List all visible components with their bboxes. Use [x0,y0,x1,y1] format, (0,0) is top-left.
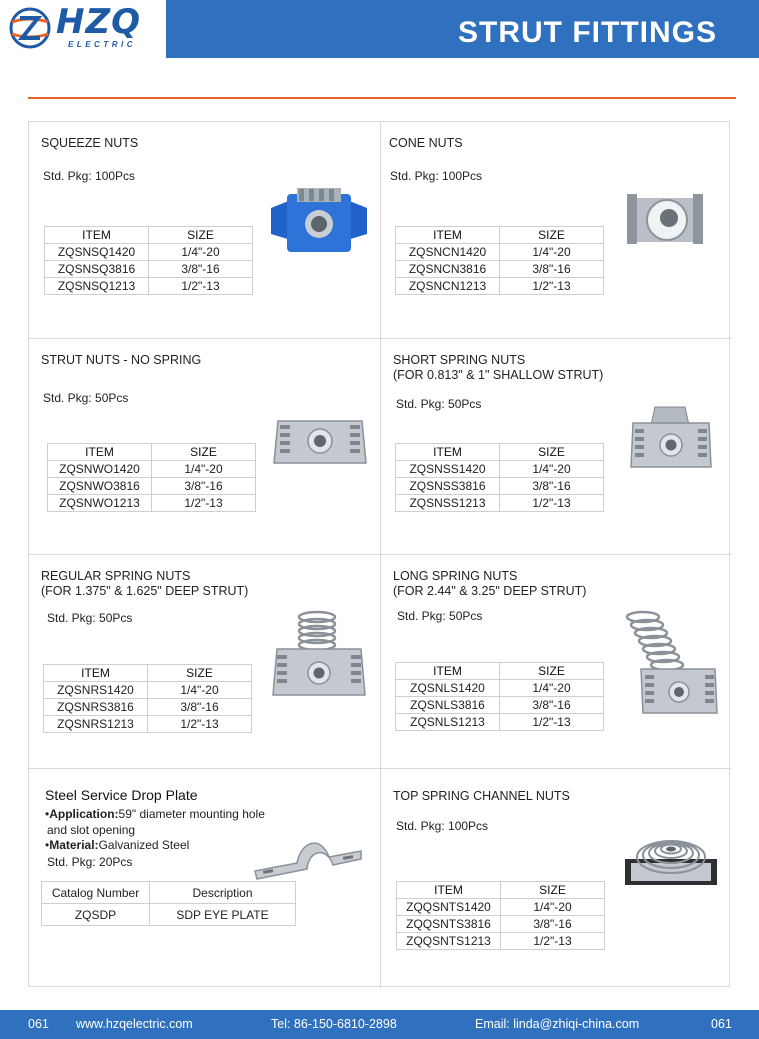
description: SDP EYE PLATE [150,904,296,926]
item-size: 1/4"-20 [148,682,252,699]
col-item: ITEM [396,444,500,461]
table-row [396,261,604,278]
table-row [396,461,604,478]
item-size: 1/2"-13 [500,714,604,731]
material-label: Material: [49,838,99,852]
table-row [396,478,604,495]
item-size: 3/8"-16 [152,478,256,495]
item-code: ZQQSNTS1420 [397,899,501,916]
item-code: ZQSNRS3816 [44,699,148,716]
product-steel-service-drop-plate [29,768,380,988]
table-row [45,244,253,261]
table-row [48,495,256,512]
item-code: ZQSNWO1420 [48,461,152,478]
col-size: SIZE [149,227,253,244]
spec-table [44,226,253,295]
company-logo [0,0,166,58]
std-pkg: Std. Pkg: 50Pcs [47,611,133,625]
item-size: 1/2"-13 [152,495,256,512]
page-number-right: 061 [711,1017,732,1031]
item-size: 3/8"-16 [500,261,604,278]
std-pkg: Std. Pkg: 20Pcs [47,855,133,869]
item-size: 1/2"-13 [149,278,253,295]
col-size: SIZE [500,663,604,680]
item-code: ZQSNSS1213 [396,495,500,512]
item-code: ZQQSNTS1213 [397,933,501,950]
std-pkg: Std. Pkg: 100Pcs [396,819,489,833]
item-code: ZQQSNTS3816 [397,916,501,933]
table-row [44,716,252,733]
product-long-spring-nuts [380,554,731,768]
spec-table [395,443,604,512]
application-line-2: and slot opening [47,823,136,837]
product-title: SQUEEZE NUTS [41,136,139,150]
page-number-left: 061 [28,1017,49,1031]
item-code: ZQSNLS3816 [396,697,500,714]
item-size: 1/4"-20 [501,899,605,916]
std-pkg: Std. Pkg: 100Pcs [43,169,136,183]
item-code: ZQSNCN1420 [396,244,500,261]
application-label: Application: [49,807,119,821]
item-code: ZQSNWO1213 [48,495,152,512]
col-size: SIZE [148,665,252,682]
table-row [44,682,252,699]
product-title: REGULAR SPRING NUTS (FOR 1.375" & 1.625" DEEP STRUT) [41,569,249,598]
std-pkg: Std. Pkg: 100Pcs [390,169,483,183]
drop-plate-image [253,831,363,887]
top-spring-nut-image [621,823,721,895]
table-row [48,478,256,495]
long-spring-nut-image [621,607,721,717]
col-size: SIZE [152,444,256,461]
col-catalog-number: Catalog Number [42,882,150,904]
product-title: TOP SPRING CHANNEL NUTS [393,789,570,803]
table-row [396,495,604,512]
col-item: ITEM [44,665,148,682]
product-title: Steel Service Drop Plate [45,787,198,803]
item-code: ZQSNSQ1213 [45,278,149,295]
logo-subtext: ELECTRIC [68,40,136,49]
item-size: 1/2"-13 [500,278,604,295]
product-short-spring-nuts [380,338,731,554]
table-row [396,244,604,261]
page-header [0,0,759,58]
spec-table [47,443,256,512]
table-row [397,916,605,933]
item-size: 1/4"-20 [152,461,256,478]
spec-table [396,881,605,950]
strut-nut-image [272,411,368,473]
short-spring-nut-image [629,403,713,473]
item-size: 1/4"-20 [500,244,604,261]
email-link[interactable]: Email: linda@zhiqi-china.com [475,1017,640,1031]
col-item: ITEM [397,882,501,899]
application-text: 59" diameter mounting hole [118,807,265,821]
item-code: ZQSNLS1420 [396,680,500,697]
col-item: ITEM [396,227,500,244]
item-code: ZQSNLS1213 [396,714,500,731]
item-code: ZQSNWO3816 [48,478,152,495]
product-title: SHORT SPRING NUTS (FOR 0.813" & 1" SHALLOW STRUT) [393,353,604,382]
spec-table [43,664,252,733]
std-pkg: Std. Pkg: 50Pcs [396,397,482,411]
item-size: 1/4"-20 [149,244,253,261]
item-code: ZQSNSS3816 [396,478,500,495]
item-size: 1/4"-20 [500,680,604,697]
item-size: 1/2"-13 [501,933,605,950]
material-line: •Material:Galvanized Steel [45,838,190,852]
spec-table [395,226,604,295]
item-size: 1/4"-20 [500,461,604,478]
table-row [396,714,604,731]
squeeze-nut-image [269,186,369,258]
item-size: 3/8"-16 [500,697,604,714]
product-title: STRUT NUTS - NO SPRING [41,353,202,367]
product-regular-spring-nuts [29,554,380,768]
application-line: •Application:59" diameter mounting hole [45,807,265,821]
page-footer [0,1010,759,1039]
item-size: 3/8"-16 [149,261,253,278]
spec-table [395,662,604,731]
product-top-spring-channel-nuts [380,768,731,988]
logo-globe-icon [8,6,52,50]
table-row [396,680,604,697]
table-row [48,461,256,478]
product-cone-nuts [380,122,731,338]
col-item: ITEM [48,444,152,461]
page-title: STRUT FITTINGS [458,16,717,49]
header-divider [28,97,736,99]
table-row [397,933,605,950]
col-item: ITEM [45,227,149,244]
item-code: ZQSNSS1420 [396,461,500,478]
item-size: 3/8"-16 [148,699,252,716]
col-item: ITEM [396,663,500,680]
item-code: ZQSNRS1213 [44,716,148,733]
table-row [44,699,252,716]
col-description: Description [150,882,296,904]
table-row [45,261,253,278]
title-bar [166,0,759,58]
item-size: 1/2"-13 [148,716,252,733]
product-title: LONG SPRING NUTS (FOR 2.44" & 3.25" DEEP STRUT) [393,569,587,598]
item-code: ZQSNCN1213 [396,278,500,295]
spec-table [41,881,296,926]
material-text: Galvanized Steel [98,838,190,852]
std-pkg: Std. Pkg: 50Pcs [43,391,129,405]
item-code: ZQSNCN3816 [396,261,500,278]
catalog-number: ZQSDP [42,904,150,926]
product-grid [28,121,730,987]
table-row [45,278,253,295]
website-link[interactable]: www.hzqelectric.com [76,1017,193,1031]
product-title: CONE NUTS [389,136,463,150]
telephone: Tel: 86-150-6810-2898 [271,1017,397,1031]
col-size: SIZE [501,882,605,899]
item-code: ZQSNSQ1420 [45,244,149,261]
col-size: SIZE [500,227,604,244]
logo-text: HZQ [56,2,142,42]
table-row [396,697,604,714]
product-strut-nuts-no-spring [29,338,380,554]
product-squeeze-nuts [29,122,380,338]
item-code: ZQSNSQ3816 [45,261,149,278]
item-size: 3/8"-16 [501,916,605,933]
item-code: ZQSNRS1420 [44,682,148,699]
regular-spring-nut-image [269,609,369,699]
table-row [42,904,296,926]
cone-nut-image [625,186,705,252]
table-row [396,278,604,295]
item-size: 3/8"-16 [500,478,604,495]
table-row [397,899,605,916]
std-pkg: Std. Pkg: 50Pcs [397,609,483,623]
item-size: 1/2"-13 [500,495,604,512]
col-size: SIZE [500,444,604,461]
